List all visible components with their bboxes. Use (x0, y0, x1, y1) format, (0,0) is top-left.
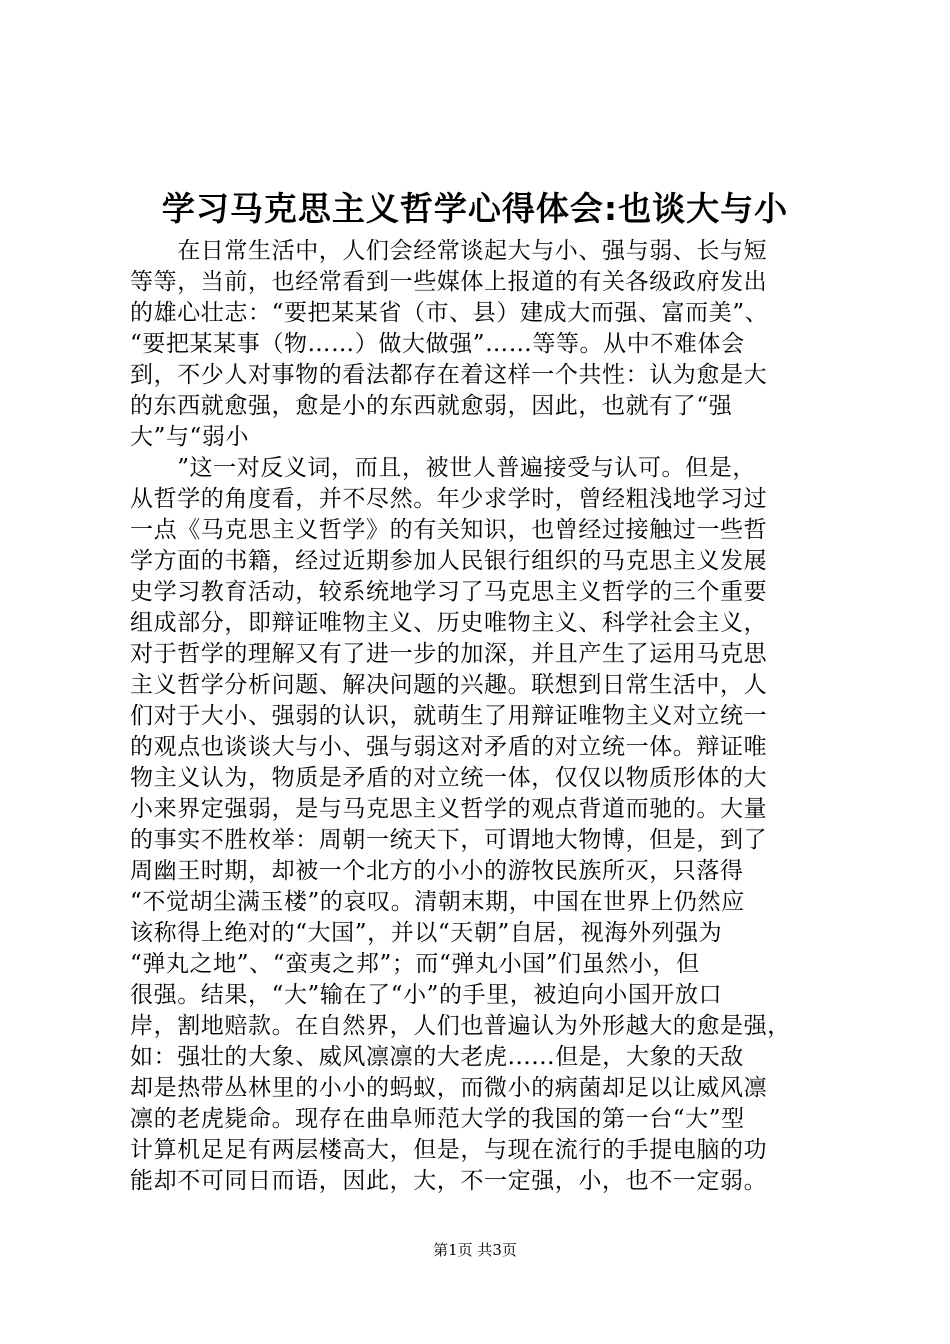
document-body (130, 236, 834, 1197)
document-title: 学习马克思主义哲学心得体会:也谈大与小 (161, 189, 789, 228)
body-line: 小来界定强弱，是与马克思主义哲学的观点背道而驰的。大量 (130, 796, 768, 822)
body-line: 等等，当前，也经常看到一些媒体上报道的有关各级政府发出 (130, 269, 768, 295)
body-line: ”这一对反义词，而且，被世人普遍接受与认可。但是， (130, 455, 756, 481)
body-line: 很强。结果，“大”输在了“小”的手里，被迫向小国开放口 (130, 982, 723, 1008)
body-line: 组成部分，即辩证唯物主义、历史唯物主义、科学社会主义， (130, 610, 768, 636)
body-line: 周幽王时期，却被一个北方的小小的游牧民族所灭，只落得 (130, 858, 744, 884)
body-line: 学方面的书籍，经过近期参加人民银行组织的马克思主义发展 (130, 548, 768, 574)
body-line: 却是热带丛林里的小小的蚂蚁，而微小的病菌却足以让威风凛 (130, 1075, 768, 1101)
body-line: 在日常生活中，人们会经常谈起大与小、强与弱、长与短 (130, 238, 768, 264)
body-line: “不觉胡尘满玉楼”的哀叹。清朝末期，中国在世界上仍然应 (130, 889, 745, 915)
body-line: “弹丸之地”、“蛮夷之邦”；而“弹丸小国”们虽然小，但 (130, 951, 700, 977)
body-line: 如：强壮的大象、威风凛凛的大老虎......但是，大象的天敌 (130, 1044, 744, 1070)
body-line: 该称得上绝对的“大国”，并以“天朝”自居，视海外列强为 (130, 920, 723, 946)
body-line: 大”与“弱小 (130, 424, 250, 450)
body-line: 物主义认为，物质是矛盾的对立统一体，仅仅以物质形体的大 (130, 765, 768, 791)
body-line: “要把某某事（物……）做大做强”……等等。从中不难体会 (130, 331, 745, 357)
body-line: 的观点也谈谈大与小、强与弱这对矛盾的对立统一体。辩证唯 (130, 734, 768, 760)
body-line: 对于哲学的理解又有了进一步的加深，并且产生了运用马克思 (130, 641, 768, 667)
body-line: 史学习教育活动，较系统地学习了马克思主义哲学的三个重要 (130, 579, 768, 605)
page-number: 第1页 共3页 (433, 1241, 517, 1259)
body-line: 主义哲学分析问题、解决问题的兴趣。联想到日常生活中，人 (130, 672, 768, 698)
body-line: 能却不可同日而语，因此，大，不一定强，小，也不一定弱。 (130, 1168, 768, 1194)
body-line: 的东西就愈强，愈是小的东西就愈弱，因此，也就有了“强 (130, 393, 733, 419)
body-line: 到，不少人对事物的看法都存在着这样一个共性：认为愈是大 (130, 362, 768, 388)
body-line: 凛的老虎毙命。现存在曲阜师范大学的我国的第一台“大”型 (130, 1106, 745, 1132)
body-line: 的事实不胜枚举：周朝一统天下，可谓地大物博，但是，到了 (130, 827, 768, 853)
body-line: 从哲学的角度看，并不尽然。年少求学时，曾经粗浅地学习过 (130, 486, 768, 512)
body-line: 岸，割地赔款。在自然界，人们也普遍认为外形越大的愈是强， (130, 1013, 791, 1039)
body-line: 计算机足足有两层楼高大，但是，与现在流行的手提电脑的功 (130, 1137, 768, 1163)
body-line: 一点《马克思主义哲学》的有关知识，也曾经过接触过一些哲 (130, 517, 768, 543)
body-line: 的雄心壮志：“要把某某省（市、县）建成大而强、富而美”、 (130, 300, 769, 326)
body-line: 们对于大小、强弱的认识，就萌生了用辩证唯物主义对立统一 (130, 703, 768, 729)
